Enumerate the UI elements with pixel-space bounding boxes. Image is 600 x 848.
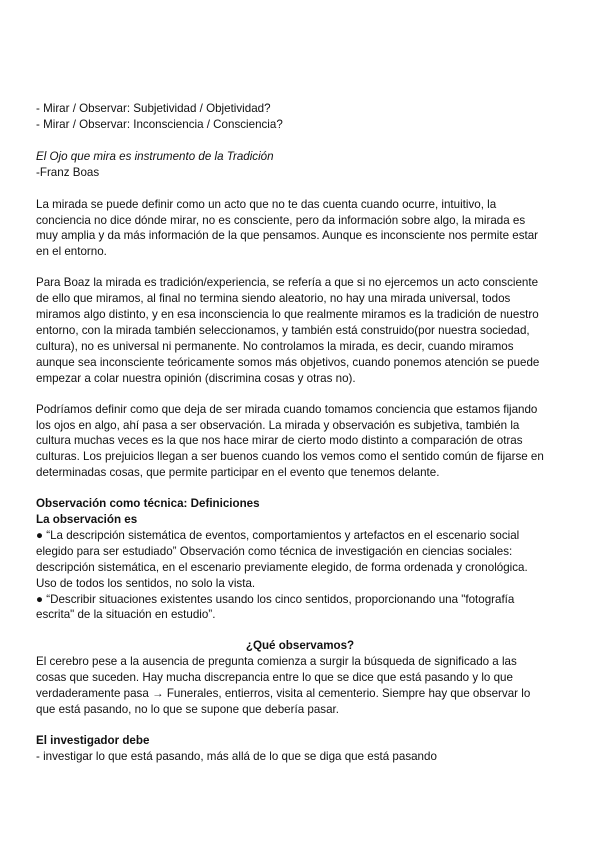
section-line: que está pasando, no lo que se supone que debería pasar. — [36, 703, 339, 716]
bullet-line: ● “La descripción sistemática de eventos, comportamientos y artefactos en el escenario social — [36, 528, 520, 542]
paragraph-line: cultura), no es universal ni permanente. No controlamos la mirada, es decir, cuando miramos — [36, 339, 514, 353]
paragraph-1 — [36, 197, 564, 261]
paragraph-line: de ello que miramos, al final no termina siendo aleatorio, no hay una mirada universal, todos — [36, 292, 511, 306]
paragraph-line: determinadas cosas, que permite participar en el evento que tenemos delante. — [36, 466, 440, 480]
paragraph-line: miramos algo distinto, y en esa inconsciencia lo que realmente miramos es la tradición de nuestro — [36, 308, 539, 322]
what-section — [36, 638, 564, 718]
paragraph-line: cultura muchas veces es la que nos hace mirar de cierto modo distinto a comparación de otras — [36, 434, 523, 448]
paragraph-line: Podríamos definir como que deja de ser mirada cuando tomamos conciencia que estamos fijando — [36, 402, 538, 416]
paragraph-line: los ojos en algo, ahí pasa a ser observación. La mirada y observación es subjetiva, también la — [36, 418, 520, 432]
paragraph-line: muy amplia y da más información de la que pensamos. Aunque es inconsciente nos permite estar — [36, 229, 539, 243]
section-line: cosas que suceden. Hay mucha discrepancia entre lo que se dice que está pasando y lo que — [36, 671, 513, 685]
section-heading: ¿Qué observamos? — [245, 639, 355, 653]
paragraph-line: Para Boaz la mirada es tradición/experiencia, se refería a que si no ejercemos un acto consciente — [36, 276, 539, 290]
paragraph-line: empezar a colar nuestra opinión (discrimina cosas y otras no). — [36, 371, 356, 385]
paragraph-line: La mirada se puede definir como un acto que no te das cuenta cuando ocurre, intuitivo, la — [36, 197, 497, 211]
section-heading: El investigador debe — [36, 733, 150, 747]
questions-block — [36, 101, 564, 133]
bullet-item — [36, 592, 564, 624]
quote-block — [36, 149, 564, 181]
section-line: verdaderamente pasa → Funerales, entierros, visita al cementerio. Siempre hay que observar lo — [36, 687, 531, 701]
paragraph-2 — [36, 275, 564, 386]
section-heading: Observación como técnica: Definiciones — [36, 497, 260, 511]
section-line: El cerebro pese a la ausencia de pregunta comienza a surgir la búsqueda de significado a las — [36, 655, 517, 669]
paragraph-line: en el entorno. — [36, 245, 107, 259]
bullet-line: escrita" de la situación en estudio”. — [36, 608, 216, 622]
quote-text: El Ojo que mira es instrumento de la Tradición — [36, 149, 274, 163]
paragraph-3 — [36, 402, 564, 482]
quote-author: -Franz Boas — [36, 165, 100, 179]
bullet-line: ● “Describir situaciones existentes usando los cinco sentidos, proporcionando una "fotografía — [36, 592, 515, 606]
section-line: - investigar lo que está pasando, más allá de lo que se diga que está pasando — [36, 749, 437, 763]
bullet-line: Uso de todos los sentidos, no solo la vista. — [36, 576, 256, 590]
question-line: - Mirar / Observar: Inconsciencia / Consciencia? — [36, 117, 283, 131]
bullet-line: elegido para ser estudiado” Observación como técnica de investigación en ciencias sociales: — [36, 544, 513, 558]
paragraph-line: aunque sea inconsciente teóricamente somos más objetivos, cuando ponemos atención se puede — [36, 355, 540, 369]
paragraph-line: culturas. Los prejuicios llegan a ser buenos cuando los vemos como el sentido común de fijarse en — [36, 450, 544, 464]
paragraph-line: conciencia no dice dónde mirar, no es consciente, pero da información sobre algo, la mirada es — [36, 213, 526, 227]
question-line: - Mirar / Observar: Subjetividad / Objetividad? — [36, 102, 271, 115]
section-subheading: La observación es — [36, 513, 138, 527]
observation-section — [36, 496, 564, 623]
bullet-item — [36, 528, 564, 592]
researcher-section — [36, 733, 564, 765]
bullet-line: descripción sistemática, en el escenario previamente elegido, de forma ordenada y cronológica. — [36, 560, 528, 574]
paragraph-line: entorno, con la mirada también seleccionamos, y también está construido(por nuestra sociedad, — [36, 323, 530, 337]
